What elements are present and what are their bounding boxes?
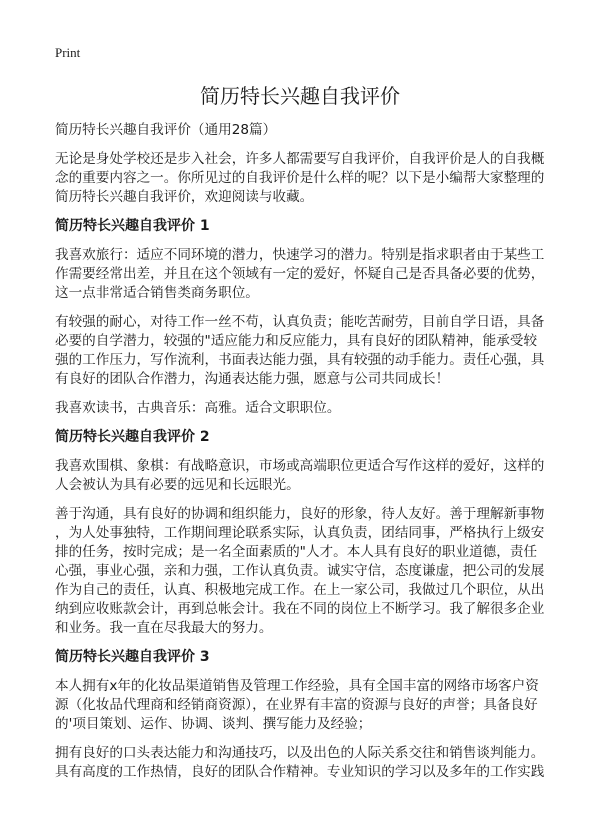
text-line: 我喜欢围棋、象棋：有战略意识，市场或高端职位更适合写作这样的爱好，这样的	[55, 458, 545, 474]
text-line: 这一点非常适合销售类商务职位。	[55, 285, 259, 301]
paragraph	[55, 246, 555, 303]
page-title: 简历特长兴趣自我评价	[200, 84, 400, 108]
document-body	[55, 121, 555, 792]
paragraph	[55, 313, 555, 389]
text-line: 拥有良好的口头表达能力和沟通技巧，以及出色的人际关系交往和销售谈判能力。	[55, 745, 545, 761]
text-line: 有较强的耐心，对待工作一丝不苟，认真负责；能吃苦耐劳，目前自学日语，具备	[55, 314, 545, 330]
paragraph	[55, 505, 555, 638]
text-line: 作为自己的责任，认真、积极地完成工作。在上一家公司，我做过几个职位，从出	[55, 582, 545, 598]
text-line: 简历特长兴趣自我评价，欢迎阅读与收藏。	[55, 189, 314, 205]
text-line: 必要的自学潜力，较强的"适应能力和反应能力，具有良好的团队精神，能承受较	[55, 333, 538, 349]
text-line: 排的任务，按时完成；是一名全面素质的"人才。本人具有良好的职业道德，责任	[55, 544, 538, 560]
text-line: 有良好的团队合作潜力，沟通表达能力强，愿意与公司共同成长！	[55, 371, 450, 387]
text-line: 源（化妆品代理商和经销商资源），在业界有丰富的资源与良好的声誉；具备良好	[55, 697, 538, 713]
text-line: 善于沟通，具有良好的协调和组织能力，良好的形象，待人友好。善于理解新事物	[55, 506, 545, 522]
text-line: 的'项目策划、运作、协调、谈判、撰写能力及经验；	[55, 716, 372, 732]
text-line: 本人拥有x年的化妆品渠道销售及管理工作经验，具有全国丰富的网络市场客户资	[55, 678, 539, 694]
paragraph	[55, 744, 555, 782]
section-heading: 简历特长兴趣自我评价 2	[55, 429, 210, 445]
section-heading: 简历特长兴趣自我评价 1	[55, 218, 210, 234]
section-heading: 简历特长兴趣自我评价 3	[55, 649, 210, 665]
paragraph	[55, 457, 555, 495]
text-line: 无论是身处学校还是步入社会，许多人都需要写自我评价，自我评价是人的自我概	[55, 151, 545, 167]
print-link[interactable]: Print	[55, 45, 81, 60]
subtitle: 简历特长兴趣自我评价（通用28篇）	[55, 122, 277, 138]
paragraph	[55, 399, 555, 418]
text-line: ，为人处事独特，工作期间理论联系实际，认真负责，团结同事，严格执行上级安	[55, 525, 545, 541]
text-line: 作需要经常出差，并且在这个领域有一定的爱好，怀疑自己是否具备必要的优势，	[55, 266, 545, 282]
text-line: 纳到应收账款会计，再到总帐会计。我在不同的岗位上不断学习。我了解很多企业	[55, 601, 545, 617]
text-line: 人会被认为具有必要的远见和长远眼光。	[55, 477, 300, 493]
text-line: 我喜欢读书，古典音乐：高雅。适合文职职位。	[55, 400, 341, 416]
text-line: 强的工作压力，写作流利，书面表达能力强，具有较强的动手能力。责任心强，具	[55, 352, 545, 368]
text-line: 和业务。我一直在尽我最大的努力。	[55, 620, 273, 636]
text-line: 我喜欢旅行：适应不同环境的潜力，快速学习的潜力。特别是指求职者由于某些工	[55, 247, 545, 263]
text-line: 心强，事业心强，亲和力强，工作认真负责。诚实守信，态度谦虚，把公司的发展	[55, 563, 545, 579]
paragraph	[55, 677, 555, 734]
text-line: 念的重要内容之一。你所见过的自我评价是什么样的呢？以下是小编帮大家整理的	[55, 170, 545, 186]
intro-paragraph	[55, 150, 555, 207]
text-line: 具有高度的工作热情，良好的团队合作精神。专业知识的学习以及多年的工作实践	[55, 764, 545, 780]
